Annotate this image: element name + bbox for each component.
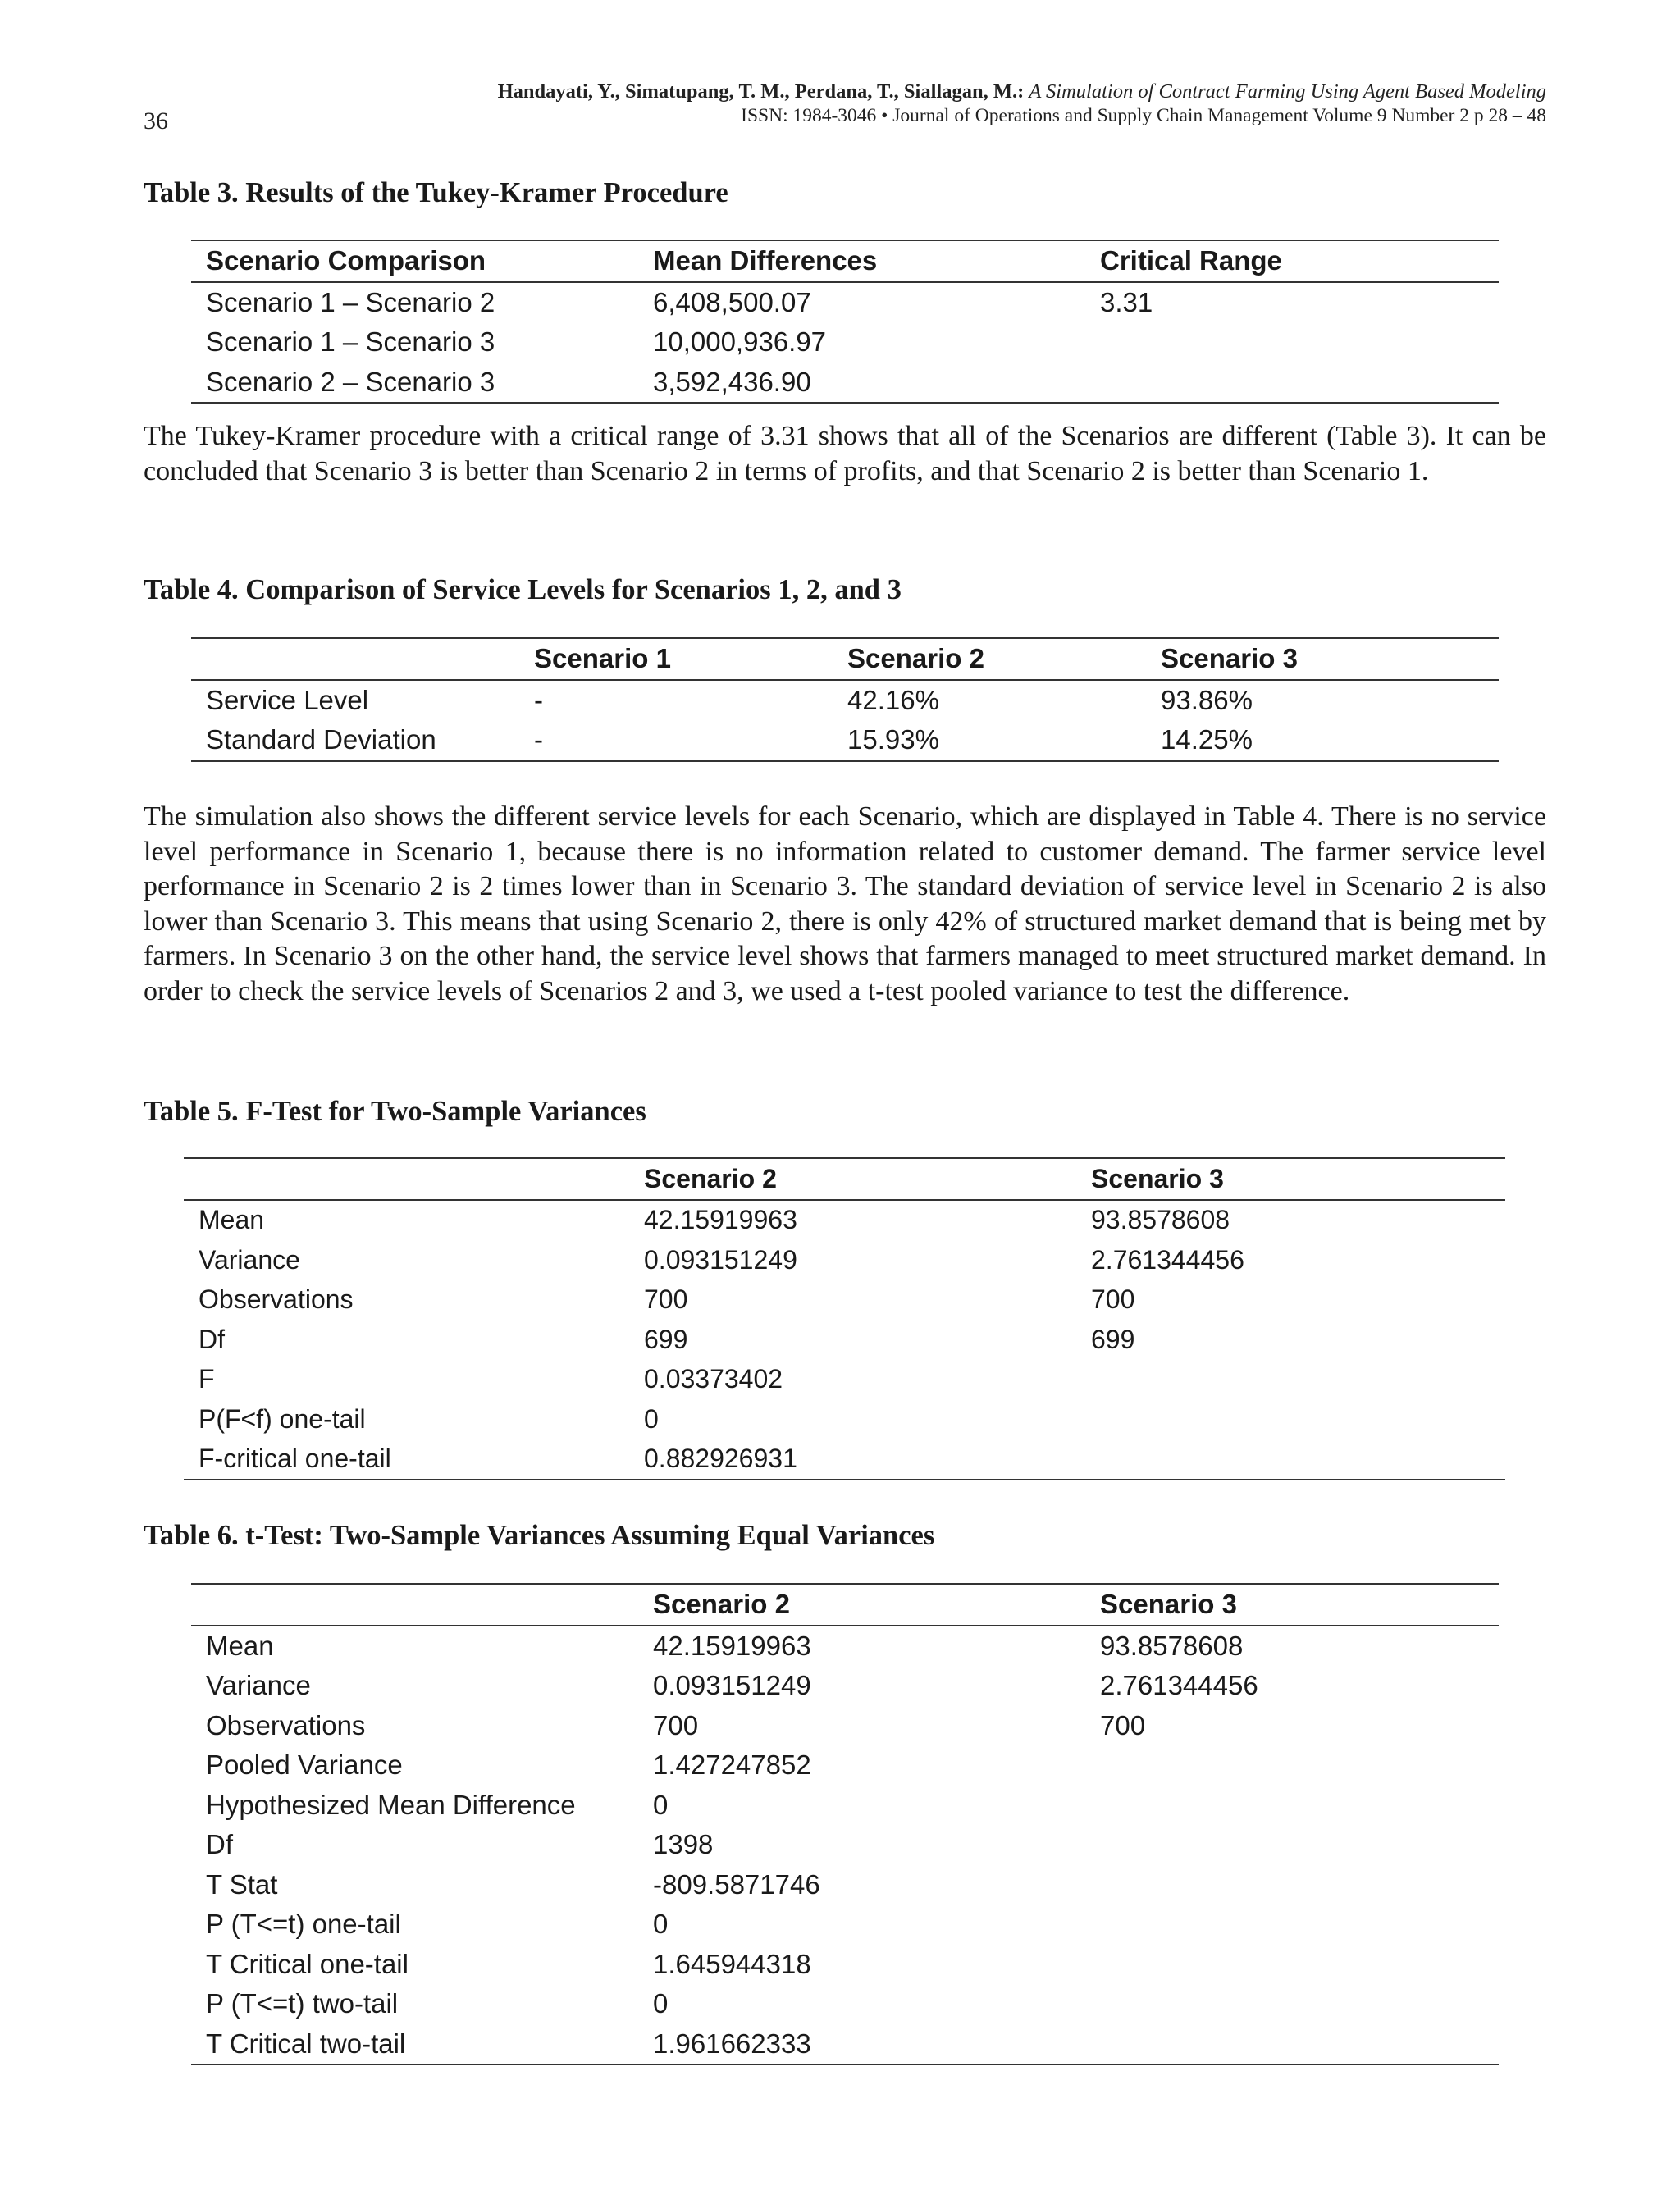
table-header-row <box>191 240 1499 282</box>
table-cell: 6,408,500.07 <box>653 286 811 317</box>
table-cell: Variance <box>206 1670 311 1701</box>
column-header: Scenario 3 <box>1091 1163 1224 1193</box>
table-cell <box>1076 1399 1505 1439</box>
table-cell: 0.093151249 <box>644 1244 797 1275</box>
table-row <box>184 1320 1505 1360</box>
table-cell: 0 <box>644 1403 659 1434</box>
table-cell: - <box>534 724 543 755</box>
table-cell: T Stat <box>206 1868 278 1900</box>
table-row <box>184 1280 1505 1321</box>
table-row <box>184 1240 1505 1280</box>
table-cell: 699 <box>644 1324 688 1354</box>
table-cell: F-critical one-tail <box>199 1444 391 1474</box>
table-cell: 1398 <box>653 1829 714 1860</box>
table-cell: Mean <box>206 1630 274 1661</box>
table-cell <box>1085 1984 1499 2024</box>
table-cell: 93.8578608 <box>1100 1630 1244 1661</box>
table-cell: 700 <box>653 1709 699 1740</box>
table-cell <box>1085 1825 1499 1865</box>
table-cell: 2.761344456 <box>1100 1670 1258 1701</box>
table-row <box>191 1626 1499 1667</box>
table-cell: - <box>534 684 543 715</box>
table-cell <box>1076 1439 1505 1480</box>
table-cell: 93.86% <box>1161 684 1253 715</box>
table-cell: Mean <box>199 1205 265 1235</box>
column-header: Scenario 2 <box>847 643 984 674</box>
column-header: Critical Range <box>1100 245 1282 276</box>
column-header: Scenario 3 <box>1161 643 1298 674</box>
table-cell: 0.882926931 <box>644 1444 797 1474</box>
table-cell: Observations <box>206 1709 366 1740</box>
header-article-title: A Simulation of Contract Farming Using Agent Based Modeling <box>1029 80 1546 103</box>
table-cell <box>1085 1865 1499 1905</box>
table-row <box>191 2024 1499 2065</box>
table-cell: 42.15919963 <box>644 1205 797 1235</box>
table-cell: Df <box>199 1324 225 1354</box>
table-cell: 3.31 <box>1100 286 1153 317</box>
table-cell: 3,592,436.90 <box>653 366 811 397</box>
table-cell <box>1085 1786 1499 1826</box>
table-cell: -809.5871746 <box>653 1868 820 1900</box>
table-cell <box>1085 1745 1499 1786</box>
table-row <box>191 1865 1499 1905</box>
table-cell: 93.8578608 <box>1091 1205 1230 1235</box>
column-header: Scenario Comparison <box>206 245 486 276</box>
table3-tukey-kramer <box>191 240 1499 404</box>
table-cell: T Critical one-tail <box>206 1948 409 1979</box>
table-row <box>184 1399 1505 1439</box>
table-cell <box>1085 2024 1499 2065</box>
table-row <box>191 1984 1499 2024</box>
table-cell: 700 <box>1100 1709 1146 1740</box>
table-row <box>184 1439 1505 1480</box>
table-cell: Service Level <box>206 684 369 715</box>
table-cell: Observations <box>199 1284 354 1315</box>
table-cell: 0 <box>653 1909 669 1940</box>
table-cell: Scenario 1 – Scenario 2 <box>206 286 495 317</box>
table-cell: 10,000,936.97 <box>653 326 827 358</box>
table-row <box>191 1706 1499 1746</box>
table-cell: 42.15919963 <box>653 1630 811 1661</box>
table-cell: 699 <box>1091 1324 1135 1354</box>
table-cell: Scenario 2 – Scenario 3 <box>206 366 495 397</box>
table-cell: 2.761344456 <box>1091 1244 1244 1275</box>
table-cell: F <box>199 1364 215 1394</box>
table-cell: 15.93% <box>847 724 939 755</box>
table-row <box>191 1666 1499 1706</box>
table-row <box>191 322 1499 363</box>
column-header: Scenario 1 <box>534 643 671 674</box>
table-cell: T Critical two-tail <box>206 2028 406 2059</box>
table3-caption: Table 3. Results of the Tukey-Kramer Procedure <box>144 177 728 208</box>
table-cell <box>1085 1945 1499 1985</box>
table-cell: 0 <box>653 1988 669 2019</box>
table-row <box>184 1360 1505 1400</box>
table5-f-test <box>184 1157 1505 1480</box>
table-cell: 700 <box>1091 1284 1135 1315</box>
table-row <box>184 1200 1505 1241</box>
table-cell: Hypothesized Mean Difference <box>206 1789 576 1820</box>
table-cell: P(F<f) one-tail <box>199 1403 366 1434</box>
table5-caption: Table 5. F-Test for Two-Sample Variances <box>144 1096 646 1127</box>
table-row <box>191 720 1499 761</box>
table-row <box>191 363 1499 404</box>
running-header-citation <box>498 80 1546 103</box>
paragraph-service-levels: The simulation also shows the different service levels for each Scenario, which are displayed in Table 4. There is no service level performance in Scenario 1, because there is no information related to customer demand. The farmer service level performance in Scenario 2 is 2 times lower than in Scenario 3. The standard deviation of service level in Scenario 2 is also lower than Scenario 3. This means that using Scenario 2, there is only 42% of structured market demand that is being met by farmers. In Scenario 3 on the other hand, the service level shows that farmers managed to meet structured market demand. In order to check the service levels of Scenarios 2 and 3, we used a t-test pooled variance to test the difference. <box>144 801 1546 1006</box>
table-row <box>191 1945 1499 1985</box>
table-row <box>191 1905 1499 1945</box>
table-header-row <box>191 1584 1499 1626</box>
table-cell: 1.645944318 <box>653 1948 811 1979</box>
table-cell: Variance <box>199 1244 300 1275</box>
table-cell: Standard Deviation <box>206 724 436 755</box>
table-cell: 0.03373402 <box>644 1364 783 1394</box>
table-cell: Scenario 1 – Scenario 3 <box>206 326 495 358</box>
table-cell: 0 <box>653 1789 669 1820</box>
paragraph-tukey-kramer: The Tukey-Kramer procedure with a critical range of 3.31 shows that all of the Scenarios are different (Table 3). It can be concluded that Scenario 3 is better than Scenario 2 in terms of profits, and that Scenario 2 is better than Scenario 1. <box>144 421 1546 486</box>
table-cell <box>1085 1905 1499 1945</box>
table-row <box>191 1786 1499 1826</box>
column-header <box>191 638 519 680</box>
page-number: 36 <box>144 107 168 135</box>
table4-caption: Table 4. Comparison of Service Levels for Scenarios 1, 2, and 3 <box>144 574 902 605</box>
table-cell: P (T<=t) two-tail <box>206 1988 399 2019</box>
table-cell <box>1076 1360 1505 1400</box>
column-header <box>184 1158 629 1200</box>
table-cell: 42.16% <box>847 684 939 715</box>
table-row <box>191 282 1499 323</box>
table-cell: 700 <box>644 1284 688 1315</box>
table-cell: 0.093151249 <box>653 1670 811 1701</box>
table-cell: 1.961662333 <box>653 2028 811 2059</box>
table6-t-test <box>191 1583 1499 2065</box>
table-cell: Df <box>206 1829 233 1860</box>
table6-caption: Table 6. t-Test: Two-Sample Variances Assuming Equal Variances <box>144 1520 935 1551</box>
table-header-row <box>191 638 1499 680</box>
table-cell <box>1085 322 1499 363</box>
table4-service-levels <box>191 637 1499 762</box>
table-cell <box>1085 363 1499 404</box>
table-cell: 14.25% <box>1161 724 1253 755</box>
header-authors: Handayati, Y., Simatupang, T. M., Perdana, T., Siallagan, M.: <box>497 80 1025 103</box>
column-header: Scenario 2 <box>644 1163 777 1193</box>
column-header: Mean Differences <box>653 245 878 276</box>
table-row <box>191 1745 1499 1786</box>
table-row <box>191 1825 1499 1865</box>
column-header: Scenario 3 <box>1100 1589 1237 1620</box>
table-cell: Pooled Variance <box>206 1750 403 1781</box>
table-header-row <box>184 1158 1505 1200</box>
column-header: Scenario 2 <box>653 1589 790 1620</box>
table-cell: 1.427247852 <box>653 1750 811 1781</box>
table-row <box>191 680 1499 721</box>
column-header <box>191 1584 638 1626</box>
running-header-journal: ISSN: 1984-3046 • Journal of Operations and Supply Chain Management Volume 9 Number 2 p 28 – 48 <box>741 105 1546 126</box>
table-cell: P (T<=t) one-tail <box>206 1909 401 1940</box>
